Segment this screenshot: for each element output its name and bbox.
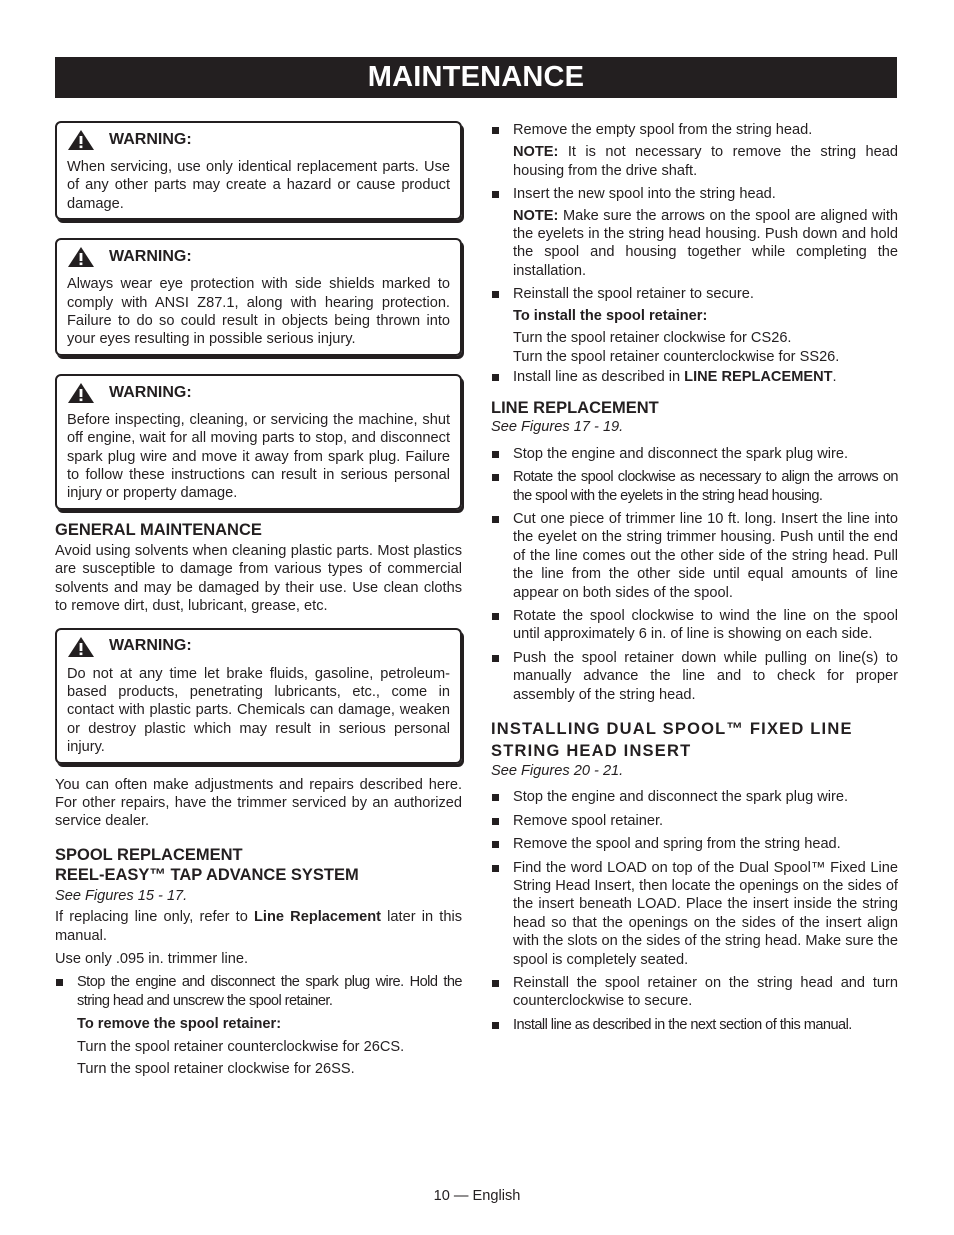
section-heading-dual-spool: INSTALLING DUAL SPOOL™ FIXED LINE STRING HEAD INSERT bbox=[491, 719, 853, 760]
square-bullet-icon bbox=[492, 865, 499, 872]
list-item: Insert the new spool into the string head. bbox=[491, 185, 898, 203]
square-bullet-icon bbox=[492, 818, 499, 825]
list-item: Stop the engine and disconnect the spark plug wire. Hold the string head and unscrew the spool retainer. bbox=[55, 973, 462, 1010]
page-footer: 10 — English bbox=[433, 1188, 521, 1204]
square-bullet-icon bbox=[492, 841, 499, 848]
square-bullet-icon bbox=[492, 655, 499, 662]
page-title: MAINTENANCE bbox=[55, 57, 897, 98]
warning-label: WARNING: bbox=[109, 383, 192, 401]
list-item: Rotate the spool clockwise to wind the line on the spool until approximately 6 in. of line is showing on each side. bbox=[491, 607, 898, 644]
list-item: Reinstall the spool retainer to secure. bbox=[491, 285, 898, 303]
square-bullet-icon bbox=[492, 474, 499, 481]
adjustments-text: You can often make adjustments and repairs described here. For other repairs, have the trimmer serviced by an authorized service dealer. bbox=[55, 776, 462, 830]
list-item: Remove spool retainer. bbox=[491, 812, 898, 830]
warning-box bbox=[55, 374, 462, 510]
warning-text: Do not at any time let brake fluids, gasoline, petroleum-based products, penetrating lubricants, etc., come in contact with plastic parts. Chemicals can damage, weaken or destroy plastic which may result in serious personal injury. bbox=[67, 665, 450, 756]
warning-box bbox=[55, 238, 462, 356]
square-bullet-icon bbox=[492, 613, 499, 620]
warning-triangle-icon bbox=[67, 636, 95, 658]
square-bullet-icon bbox=[492, 374, 499, 381]
square-bullet-icon bbox=[492, 1022, 499, 1029]
section-heading-general-maintenance: GENERAL MAINTENANCE bbox=[55, 520, 262, 539]
warning-label: WARNING: bbox=[109, 248, 192, 266]
spool-intro-text: If replacing line only, refer to Line Replacement later in this manual. bbox=[55, 909, 462, 944]
warning-box bbox=[55, 121, 462, 220]
list-item: Cut one piece of trimmer line 10 ft. long. Insert the line into the eyelet on the string trimmer housing. Push until the end of the line comes out the other side of the string head. Pull the line from the other side until equal amounts of line appear on both sides of the spool. bbox=[491, 510, 898, 602]
figure-reference: See Figures 20 - 21. bbox=[491, 762, 624, 779]
note: NOTE: Make sure the arrows on the spool are aligned with the eyelets in the string head housing. Push down and hold the spool and housing together while completing the installation. bbox=[513, 207, 898, 279]
section-subheading-reel-easy: REEL-EASY™ TAP ADVANCE SYSTEM bbox=[55, 865, 359, 884]
list-item: Stop the engine and disconnect the spark plug wire. bbox=[491, 445, 898, 463]
section-heading-line-replacement: LINE REPLACEMENT bbox=[491, 399, 659, 418]
square-bullet-icon bbox=[56, 979, 63, 986]
trimmer-line-spec: Use only .095 in. trimmer line. bbox=[55, 950, 249, 967]
warning-triangle-icon bbox=[67, 246, 95, 268]
square-bullet-icon bbox=[492, 980, 499, 987]
warning-text: Always wear eye protection with side shields marked to comply with ANSI Z87.1, along with hearing protection. Failure to do so could result in objects being thrown into your eyes resulting in possible serious injury. bbox=[67, 276, 450, 348]
square-bullet-icon bbox=[492, 127, 499, 134]
list-item: Install line as described in LINE REPLACEMENT. bbox=[491, 368, 898, 386]
warning-label: WARNING: bbox=[109, 637, 192, 655]
line-replacement-reference: Line Replacement bbox=[254, 909, 382, 926]
right-column bbox=[491, 121, 898, 1039]
square-bullet-icon bbox=[492, 451, 499, 458]
list-item: Remove the spool and spring from the string head. bbox=[491, 835, 898, 853]
square-bullet-icon bbox=[492, 516, 499, 523]
warning-label: WARNING: bbox=[109, 130, 192, 148]
list-item: Find the word LOAD on top of the Dual Spool™ Fixed Line String Head Insert, then locate the openings on the sides of the insert beneath LOAD. Place the insert inside the string head so that the openings on the sides of the insert align with the slots on the sides of the string head. Make sure the spool is completely seated. bbox=[491, 859, 898, 969]
install-retainer-step: Turn the spool retainer counterclockwise for SS26. bbox=[513, 349, 840, 366]
list-item: Install line as described in the next section of this manual. bbox=[491, 1016, 898, 1034]
note: NOTE: It is not necessary to remove the string head housing from the drive shaft. bbox=[513, 144, 898, 179]
list-item: Remove the empty spool from the string head. bbox=[491, 121, 898, 139]
list-item: Rotate the spool clockwise as necessary to align the arrows on the spool with the eyelets in the string head housing. bbox=[491, 468, 898, 505]
list-item: Reinstall the spool retainer on the string head and turn counterclockwise to secure. bbox=[491, 974, 898, 1011]
warning-triangle-icon bbox=[67, 382, 95, 404]
general-maintenance-text: Avoid using solvents when cleaning plastic parts. Most plastics are susceptible to damage from various types of commercial solvents and may be damaged by their use. Use clean cloths to remove dirt, dust, lubricant, grease, etc. bbox=[55, 542, 462, 615]
square-bullet-icon bbox=[492, 191, 499, 198]
list-item: Push the spool retainer down while pulling on line(s) to manually advance the line and to check for proper assembly of the string head. bbox=[491, 649, 898, 704]
square-bullet-icon bbox=[492, 291, 499, 298]
square-bullet-icon bbox=[492, 794, 499, 801]
warning-triangle-icon bbox=[67, 129, 95, 151]
install-retainer-label: To install the spool retainer: bbox=[513, 307, 708, 324]
install-retainer-step: Turn the spool retainer clockwise for CS26. bbox=[513, 330, 792, 347]
warning-text: When servicing, use only identical replacement parts. Use of any other parts may create a hazard or cause product damage. bbox=[67, 159, 450, 212]
figure-reference: See Figures 15 - 17. bbox=[55, 887, 188, 904]
left-column bbox=[55, 121, 462, 1078]
remove-retainer-step: Turn the spool retainer counterclockwise for 26CS. bbox=[77, 1038, 405, 1055]
warning-box bbox=[55, 628, 462, 764]
list-item: Stop the engine and disconnect the spark plug wire. bbox=[491, 788, 898, 806]
remove-retainer-step: Turn the spool retainer clockwise for 26SS. bbox=[77, 1061, 355, 1077]
warning-text: Before inspecting, cleaning, or servicing the machine, shut off engine, wait for all moving parts to stop, and disconnect spark plug wire and move it away from spark plug. Failure to follow these instructions can result in serious personal injury or property damage. bbox=[67, 411, 450, 502]
section-heading-spool-replacement: SPOOL REPLACEMENT bbox=[55, 845, 243, 864]
figure-reference: See Figures 17 - 19. bbox=[491, 419, 624, 436]
remove-retainer-label: To remove the spool retainer: bbox=[77, 1016, 282, 1033]
